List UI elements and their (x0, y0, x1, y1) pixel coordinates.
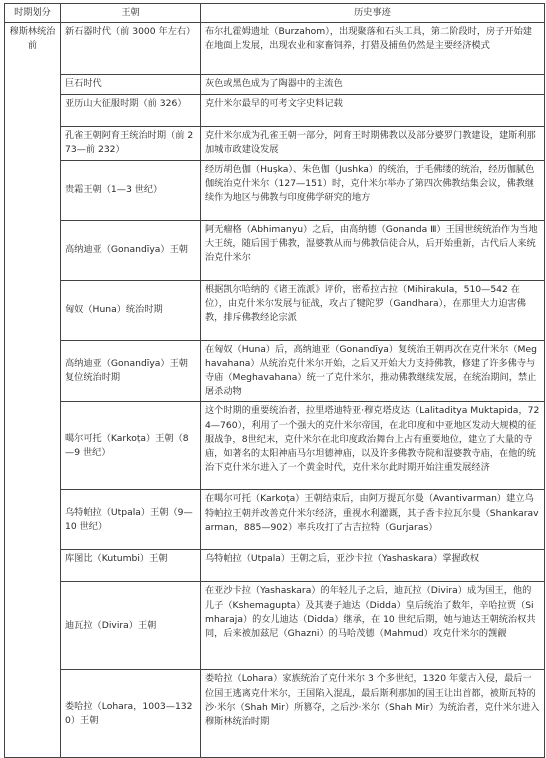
events-cell: 在匈奴（Huna）后，高纳迪亚（Gonandīya）复统治王朝再次在克什米尔（Meghavahana）从统治克什米尔开始，之后又开始大力支持佛教，修建了许多佛寺与寺庙（Meghavahana）统一了克什米尔，推动佛教继续发展，在统治期间，禁止屠杀动物 (201, 340, 545, 402)
dynasty-cell: 贵霜王朝（1—3 世纪） (61, 160, 201, 220)
table-row (5, 550, 545, 582)
dynasty-cell: 噶尔可托（Karkoṭa）王朝（8—9 世纪） (61, 402, 201, 490)
history-table (4, 3, 545, 758)
events-cell: 这个时期的重要统治者，拉里塔迪特亚·穆克塔皮达（Lalitaditya Muktapida，724—760），利用了一个强大的克什米尔帝国，在北印度和中亚地区发动大规模的征服战争，8世纪末，克什米尔在北印度政治舞台上占有重要地位，建立了大量的寺庙，如著名的太阳神庙马尔坦德神庙，以及许多佛教寺院和湿婆教寺庙，在他的统治下克什米尔进入了一个黄金时代，克什米尔此时期开始注重发展经济 (201, 402, 545, 490)
events-cell: 乌特帕拉（Utpala）王朝之后，亚沙卡拉（Yashaskara）掌握政权 (201, 550, 545, 582)
dynasty-cell: 匈奴（Huna）统治时期 (61, 280, 201, 340)
table-row (5, 220, 545, 280)
table-row (5, 340, 545, 402)
table-row (5, 75, 545, 95)
events-cell: 克什米尔最早的可考文字史料记载 (201, 95, 545, 127)
events-cell: 克什米尔成为孔雀王朝一部分，阿育王时期佛教以及部分婆罗门教建设，建斯利那加城市政建设发展 (201, 127, 545, 160)
events-cell: 在噶尔可托（Karkoṭa）王朝结束后，由阿万提瓦尔曼（Avantivarman）建立乌特帕拉王朝并改善克什米尔经济，重视水利灌溉，其子香卡拉瓦尔曼（Shankaravarman，885—902）率兵攻打了古吉拉特（Gurjaras） (201, 490, 545, 550)
header-period: 时期划分 (5, 4, 61, 23)
period-cell: 穆斯林统治前 (5, 23, 61, 758)
events-cell: 阿无瘤格（Abhimanyu）之后，由高纳德（Gonanda Ⅲ）王国世统统治作为当地大王统，随后国于佛教，湿婆教从而与佛教信徒合从，后开始重新，古代后人来统治克什米尔 (201, 220, 545, 280)
table-row (5, 490, 545, 550)
events-cell: 灰色或黑色成为了陶器中的主流色 (201, 75, 545, 95)
dynasty-cell: 巨石时代 (61, 75, 201, 95)
events-cell: 根据凯尔哈纳的《诸王流派》评价，密希拉古拉（Mihirakula，510—542 在位），由克什米尔发展与征战，攻占了犍陀罗（Gandhara），在那里大力迫害佛教，排斥佛教经论宗派 (201, 280, 545, 340)
dynasty-cell: 乌特帕拉（Utpala）王朝（9—10 世纪） (61, 490, 201, 550)
header-events: 历史事迹 (201, 4, 545, 23)
header-dynasty: 王朝 (61, 4, 201, 23)
table-row (5, 280, 545, 340)
events-cell: 在亚沙卡拉（Yashaskara）的年轻儿子之后，迪瓦拉（Divira）成为国王，他的儿子（Kshemagupta）及其妻子迪达（Didda）皇后统治了数年，辛哈拉贾（Simharaja）的女儿迪达（Didda）继承，在 10 世纪后期，她与迪达王朝统治权共同，后来被加兹尼（Ghazni）的马哈茂德（Mahmud）攻克什米尔的觊觎 (201, 582, 545, 670)
dynasty-cell: 孔雀王朝阿育王统治时期（前 273—前 232） (61, 127, 201, 160)
table-row (5, 23, 545, 75)
dynasty-cell: 亚历山大征服时期（前 326） (61, 95, 201, 127)
table-row (5, 95, 545, 127)
dynasty-cell: 娄哈拉（Lohara，1003—1320）王朝 (61, 670, 201, 758)
events-cell: 娄哈拉（Lohara）家族统治了克什米尔 3 个多世纪，1320 年蒙古入侵，最后一位国王逃离克什米尔，王国陷入混乱，最后斯利那加的国王让出首都，被斯瓦特的沙·米尔（Shah Mir）所篡夺，之后沙·米尔（Shah Mir）为统治者，克什米尔进入穆斯林统治时期 (201, 670, 545, 758)
table-row (5, 582, 545, 670)
table-row (5, 670, 545, 758)
dynasty-cell: 新石器时代（前 3000 年左右） (61, 23, 201, 75)
table-row (5, 402, 545, 490)
events-cell: 经历胡色伽（Huṣka）、朱色伽（Jushka）的统治，于毛佛缕的统治，经历伽腻色伽统治克什米尔（127—151）时，克什米尔举办了第四次佛教结集会议，佛教继续作为地区与佛教与印度佛学研究的地方 (201, 160, 545, 220)
dynasty-cell: 迪瓦拉（Divira）王朝 (61, 582, 201, 670)
dynasty-cell: 高纳迪亚（Gonandīya）王朝复位统治时期 (61, 340, 201, 402)
dynasty-cell: 高纳迪亚（Gonandīya）王朝 (61, 220, 201, 280)
table-row (5, 160, 545, 220)
table-header-row (5, 4, 545, 23)
table-row (5, 127, 545, 160)
dynasty-cell: 库图比（Kutumbi）王朝 (61, 550, 201, 582)
events-cell: 布尔扎霍姆遗址（Burzahom），出现聚落和石头工具，第二阶段时，房子开始建在地面上发展，出现农业和家畜饲养，打猎及捕鱼仍然是主要经济模式 (201, 23, 545, 75)
